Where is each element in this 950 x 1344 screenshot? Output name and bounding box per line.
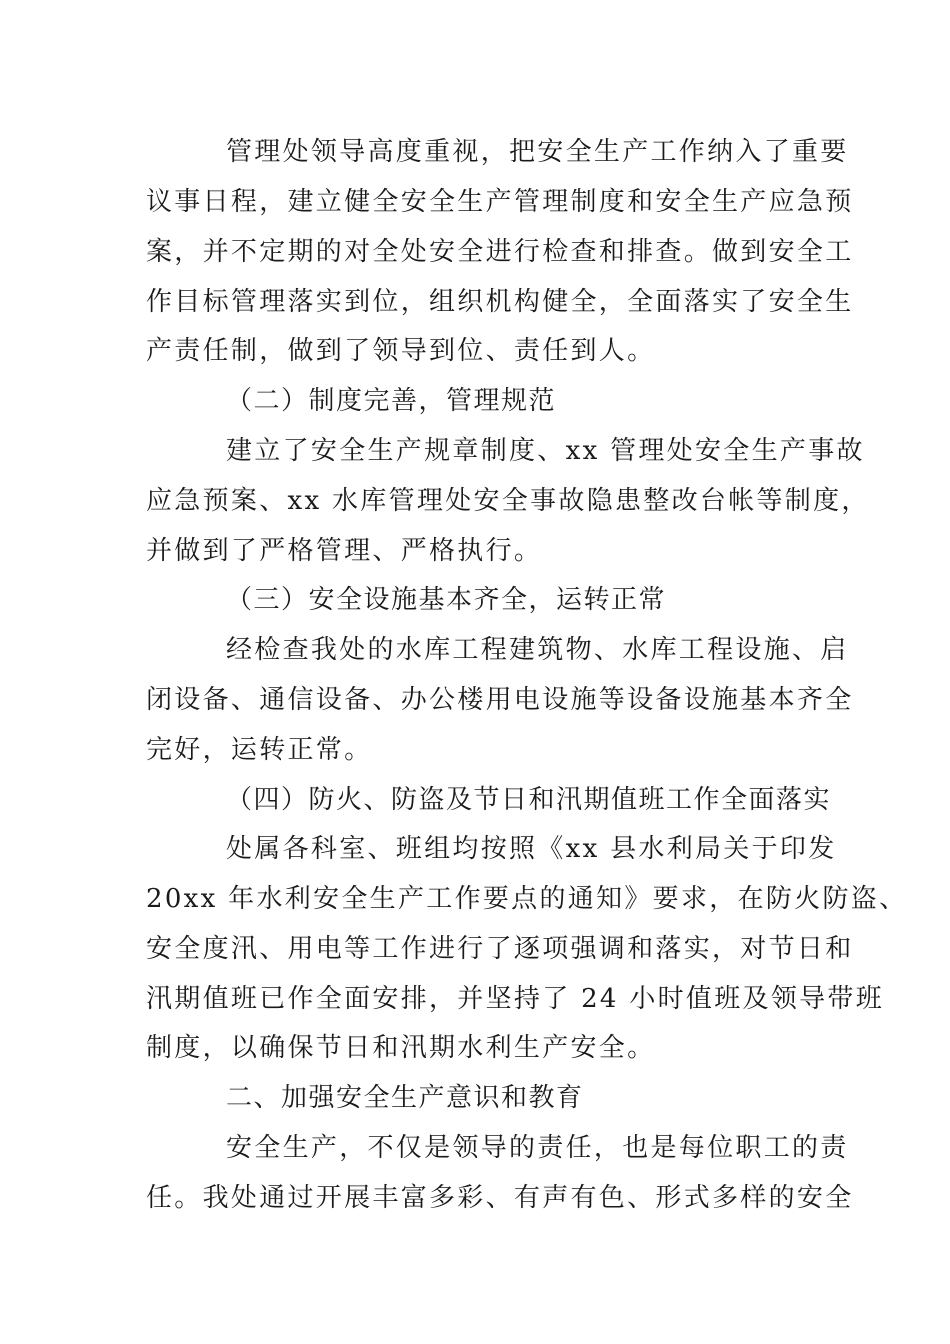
paragraph-3-line-3: 完好，运转正常。 bbox=[146, 735, 373, 765]
paragraph-4-line-1: 处属各科室、班组均按照《xx 县水利局关于印发 bbox=[226, 834, 837, 864]
paragraph-5-line-1: 安全生产，不仅是领导的责任，也是每位职工的责 bbox=[226, 1133, 849, 1163]
paragraph-4-line-2: 20xx 年水利安全生产工作要点的通知》要求，在防火防盗、 bbox=[146, 884, 908, 914]
section-heading-two: 二、加强安全生产意识和教育 bbox=[226, 1083, 584, 1113]
paragraph-1-line-5: 产责任制，做到了领导到位、责任到人。 bbox=[146, 336, 656, 366]
paragraph-1-line-1: 管理处领导高度重视，把安全生产工作纳入了重要 bbox=[226, 137, 849, 167]
paragraph-4-line-3: 安全度汛、用电等工作进行了逐项强调和落实，对节日和 bbox=[146, 934, 854, 964]
paragraph-4-line-4: 汛期值班已作全面安排，并坚持了 24 小时值班及领导带班 bbox=[146, 984, 885, 1014]
paragraph-2-line-3: 并做到了严格管理、严格执行。 bbox=[146, 536, 543, 566]
paragraph-3-line-2: 闭设备、通信设备、办公楼用电设施等设备设施基本齐全 bbox=[146, 685, 854, 715]
section-heading-3: （三）安全设施基本齐全，运转正常 bbox=[226, 585, 667, 615]
section-heading-2: （二）制度完善，管理规范 bbox=[226, 386, 557, 416]
section-heading-4: （四）防火、防盗及节日和汛期值班工作全面落实 bbox=[226, 785, 832, 815]
paragraph-3-line-1: 经检查我处的水库工程建筑物、水库工程设施、启 bbox=[226, 635, 849, 665]
paragraph-4-line-5: 制度，以确保节日和汛期水利生产安全。 bbox=[146, 1033, 656, 1063]
paragraph-1-line-4: 作目标管理落实到位，组织机构健全，全面落实了安全生 bbox=[146, 287, 854, 317]
paragraph-2-line-1: 建立了安全生产规章制度、xx 管理处安全生产事故 bbox=[226, 436, 865, 466]
paragraph-5-line-2: 任。我处通过开展丰富多彩、有声有色、形式多样的安全 bbox=[146, 1183, 854, 1213]
paragraph-2-line-2: 应急预案、xx 水库管理处安全事故隐患整改台帐等制度， bbox=[146, 486, 870, 516]
paragraph-1-line-2: 议事日程，建立健全安全生产管理制度和安全生产应急预 bbox=[146, 187, 854, 217]
paragraph-1-line-3: 案，并不定期的对全处安全进行检查和排查。做到安全工 bbox=[146, 237, 854, 267]
